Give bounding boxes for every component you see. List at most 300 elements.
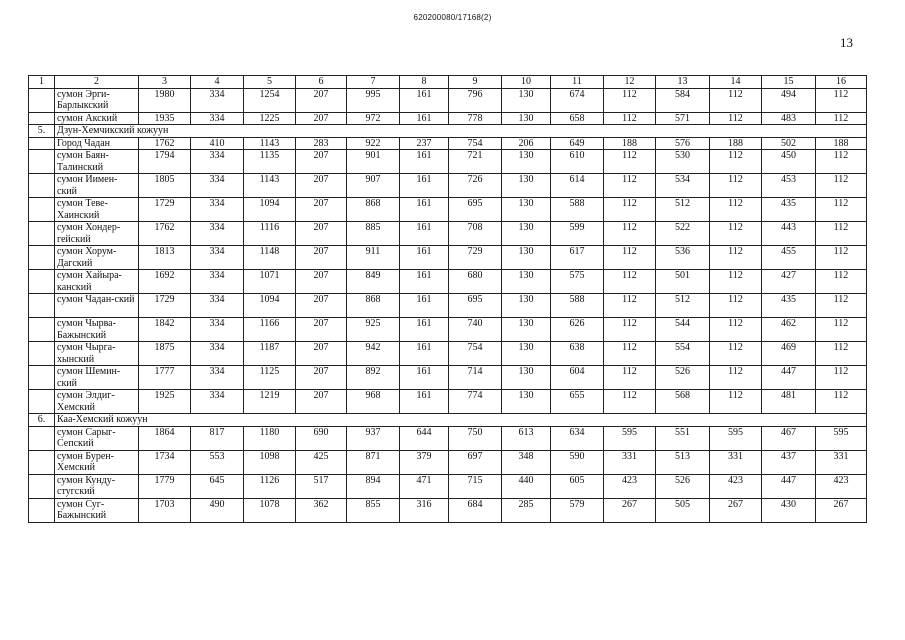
- column-number-cell: 7: [347, 76, 400, 89]
- value-cell: 505: [656, 498, 710, 522]
- row-index-cell: [29, 426, 55, 450]
- value-cell: 911: [347, 246, 400, 270]
- value-cell: 334: [191, 366, 244, 390]
- value-cell: 490: [191, 498, 244, 522]
- settlement-name-cell: сумон Хондер-гейский: [55, 222, 139, 246]
- value-cell: 112: [816, 318, 867, 342]
- value-cell: 425: [296, 450, 347, 474]
- value-cell: 1692: [139, 270, 191, 294]
- value-cell: 907: [347, 174, 400, 198]
- value-cell: 599: [551, 222, 604, 246]
- value-cell: 334: [191, 270, 244, 294]
- value-cell: 453: [762, 174, 816, 198]
- value-cell: 427: [762, 270, 816, 294]
- value-cell: 112: [710, 270, 762, 294]
- value-cell: 1078: [244, 498, 296, 522]
- value-cell: 423: [816, 474, 867, 498]
- value-cell: 588: [551, 198, 604, 222]
- settlement-name-cell: сумон Баян-Талинский: [55, 150, 139, 174]
- value-cell: 161: [400, 390, 449, 414]
- value-cell: 188: [604, 137, 656, 150]
- value-cell: 112: [604, 294, 656, 318]
- value-cell: 112: [710, 222, 762, 246]
- value-cell: 112: [604, 270, 656, 294]
- value-cell: 447: [762, 366, 816, 390]
- value-cell: 1071: [244, 270, 296, 294]
- value-cell: 410: [191, 137, 244, 150]
- settlement-name-cell: сумон Чырва-Бажынский: [55, 318, 139, 342]
- column-number-cell: 12: [604, 76, 656, 89]
- row-index-cell: [29, 150, 55, 174]
- row-index-cell: [29, 88, 55, 112]
- value-cell: 334: [191, 246, 244, 270]
- value-cell: 467: [762, 426, 816, 450]
- value-cell: 754: [449, 342, 502, 366]
- column-number-cell: 15: [762, 76, 816, 89]
- value-cell: 1762: [139, 137, 191, 150]
- settlement-name-cell: сумон Чырга-хынский: [55, 342, 139, 366]
- table-row: [29, 112, 867, 125]
- value-cell: 334: [191, 88, 244, 112]
- value-cell: 894: [347, 474, 400, 498]
- table-row: [29, 366, 867, 390]
- value-cell: 536: [656, 246, 710, 270]
- value-cell: 595: [710, 426, 762, 450]
- value-cell: 112: [816, 270, 867, 294]
- value-cell: 112: [604, 198, 656, 222]
- value-cell: 207: [296, 390, 347, 414]
- value-cell: 1935: [139, 112, 191, 125]
- value-cell: 161: [400, 342, 449, 366]
- value-cell: 440: [502, 474, 551, 498]
- value-cell: 1116: [244, 222, 296, 246]
- value-cell: 885: [347, 222, 400, 246]
- value-cell: 942: [347, 342, 400, 366]
- value-cell: 334: [191, 112, 244, 125]
- value-cell: 112: [710, 88, 762, 112]
- value-cell: 1734: [139, 450, 191, 474]
- value-cell: 584: [656, 88, 710, 112]
- value-cell: 868: [347, 198, 400, 222]
- value-cell: 161: [400, 246, 449, 270]
- page-number: 13: [840, 35, 853, 50]
- table-row: [29, 474, 867, 498]
- column-number-cell: 11: [551, 76, 604, 89]
- value-cell: 112: [604, 318, 656, 342]
- section-title-cell: Каа-Хемский кожуун: [55, 414, 867, 427]
- column-number-cell: 8: [400, 76, 449, 89]
- value-cell: 379: [400, 450, 449, 474]
- value-cell: 513: [656, 450, 710, 474]
- row-index-cell: [29, 246, 55, 270]
- column-number-cell: 2: [55, 76, 139, 89]
- value-cell: 729: [449, 246, 502, 270]
- value-cell: 626: [551, 318, 604, 342]
- value-cell: 554: [656, 342, 710, 366]
- value-cell: 112: [816, 390, 867, 414]
- value-cell: 207: [296, 366, 347, 390]
- value-cell: 1143: [244, 137, 296, 150]
- value-cell: 1143: [244, 174, 296, 198]
- value-cell: 1805: [139, 174, 191, 198]
- value-cell: 740: [449, 318, 502, 342]
- value-cell: 112: [710, 174, 762, 198]
- value-cell: 112: [816, 366, 867, 390]
- value-cell: 161: [400, 112, 449, 125]
- value-cell: 112: [816, 246, 867, 270]
- value-cell: 130: [502, 174, 551, 198]
- value-cell: 649: [551, 137, 604, 150]
- value-cell: 754: [449, 137, 502, 150]
- value-cell: 571: [656, 112, 710, 125]
- value-cell: 130: [502, 366, 551, 390]
- value-cell: 112: [604, 174, 656, 198]
- value-cell: 130: [502, 112, 551, 125]
- value-cell: 130: [502, 222, 551, 246]
- value-cell: 334: [191, 222, 244, 246]
- value-cell: 684: [449, 498, 502, 522]
- value-cell: 714: [449, 366, 502, 390]
- value-cell: 502: [762, 137, 816, 150]
- settlement-name-cell: сумон Акский: [55, 112, 139, 125]
- document-id: 620200080/17168(2): [413, 13, 492, 22]
- value-cell: 112: [710, 112, 762, 125]
- value-cell: 161: [400, 150, 449, 174]
- value-cell: 334: [191, 150, 244, 174]
- value-cell: 130: [502, 150, 551, 174]
- value-cell: 1794: [139, 150, 191, 174]
- value-cell: 283: [296, 137, 347, 150]
- settlement-name-cell: сумон Бурен-Хемский: [55, 450, 139, 474]
- row-index-cell: [29, 112, 55, 125]
- row-index-cell: [29, 342, 55, 366]
- value-cell: 112: [604, 112, 656, 125]
- value-cell: 925: [347, 318, 400, 342]
- value-cell: 512: [656, 198, 710, 222]
- value-cell: 112: [604, 342, 656, 366]
- value-cell: 868: [347, 294, 400, 318]
- settlement-name-cell: сумон Хорум-Дагский: [55, 246, 139, 270]
- column-number-cell: 3: [139, 76, 191, 89]
- value-cell: 435: [762, 198, 816, 222]
- section-row: [29, 125, 867, 138]
- value-cell: 112: [710, 198, 762, 222]
- value-cell: 1225: [244, 112, 296, 125]
- value-cell: 695: [449, 198, 502, 222]
- value-cell: 1813: [139, 246, 191, 270]
- row-index-cell: [29, 366, 55, 390]
- value-cell: 590: [551, 450, 604, 474]
- value-cell: 267: [604, 498, 656, 522]
- column-number-cell: 16: [816, 76, 867, 89]
- value-cell: 334: [191, 198, 244, 222]
- value-cell: 112: [710, 342, 762, 366]
- value-cell: 112: [710, 366, 762, 390]
- value-cell: 1180: [244, 426, 296, 450]
- column-number-cell: 1: [29, 76, 55, 89]
- value-cell: 447: [762, 474, 816, 498]
- value-cell: 207: [296, 88, 347, 112]
- value-cell: 1187: [244, 342, 296, 366]
- value-cell: 331: [604, 450, 656, 474]
- value-cell: 614: [551, 174, 604, 198]
- value-cell: 1779: [139, 474, 191, 498]
- value-cell: 512: [656, 294, 710, 318]
- value-cell: 604: [551, 366, 604, 390]
- column-number-row: [29, 76, 867, 89]
- settlement-name-cell: сумон Кунду-стугский: [55, 474, 139, 498]
- table-body: [29, 76, 867, 523]
- value-cell: 161: [400, 88, 449, 112]
- value-cell: 112: [816, 150, 867, 174]
- value-cell: 316: [400, 498, 449, 522]
- table-row: [29, 137, 867, 150]
- value-cell: 455: [762, 246, 816, 270]
- value-cell: 595: [816, 426, 867, 450]
- settlement-name-cell: Город Чадан: [55, 137, 139, 150]
- value-cell: 617: [551, 246, 604, 270]
- section-title-cell: Дзун-Хемчикский кожуун: [55, 125, 867, 138]
- value-cell: 112: [604, 366, 656, 390]
- value-cell: 112: [816, 222, 867, 246]
- row-index-cell: [29, 198, 55, 222]
- value-cell: 112: [816, 88, 867, 112]
- value-cell: 471: [400, 474, 449, 498]
- value-cell: 544: [656, 318, 710, 342]
- value-cell: 579: [551, 498, 604, 522]
- value-cell: 435: [762, 294, 816, 318]
- value-cell: 130: [502, 270, 551, 294]
- value-cell: 112: [604, 390, 656, 414]
- value-cell: 1126: [244, 474, 296, 498]
- value-cell: 575: [551, 270, 604, 294]
- table-row: [29, 294, 867, 318]
- value-cell: 450: [762, 150, 816, 174]
- column-number-cell: 6: [296, 76, 347, 89]
- value-cell: 1135: [244, 150, 296, 174]
- value-cell: 553: [191, 450, 244, 474]
- value-cell: 469: [762, 342, 816, 366]
- value-cell: 576: [656, 137, 710, 150]
- value-cell: 285: [502, 498, 551, 522]
- row-index-cell: [29, 174, 55, 198]
- table-row: [29, 270, 867, 294]
- row-index-cell: [29, 474, 55, 498]
- section-number-cell: 5.: [29, 125, 55, 138]
- value-cell: 871: [347, 450, 400, 474]
- value-cell: 901: [347, 150, 400, 174]
- value-cell: 995: [347, 88, 400, 112]
- value-cell: 112: [604, 150, 656, 174]
- value-cell: 130: [502, 390, 551, 414]
- value-cell: 112: [816, 198, 867, 222]
- table-row: [29, 498, 867, 522]
- value-cell: 517: [296, 474, 347, 498]
- column-number-cell: 4: [191, 76, 244, 89]
- value-cell: 610: [551, 150, 604, 174]
- table-row: [29, 318, 867, 342]
- row-index-cell: [29, 294, 55, 318]
- column-number-cell: 9: [449, 76, 502, 89]
- settlement-name-cell: сумон Шемин-ский: [55, 366, 139, 390]
- value-cell: 161: [400, 222, 449, 246]
- table-row: [29, 88, 867, 112]
- value-cell: 1125: [244, 366, 296, 390]
- value-cell: 130: [502, 318, 551, 342]
- value-cell: 855: [347, 498, 400, 522]
- value-cell: 267: [710, 498, 762, 522]
- value-cell: 708: [449, 222, 502, 246]
- settlement-name-cell: сумон Иимен-ский: [55, 174, 139, 198]
- value-cell: 658: [551, 112, 604, 125]
- value-cell: 726: [449, 174, 502, 198]
- column-number-cell: 14: [710, 76, 762, 89]
- settlement-name-cell: сумон Чадан-ский: [55, 294, 139, 318]
- column-number-cell: 13: [656, 76, 710, 89]
- value-cell: 588: [551, 294, 604, 318]
- row-index-cell: [29, 498, 55, 522]
- table-row: [29, 342, 867, 366]
- value-cell: 334: [191, 174, 244, 198]
- value-cell: 1842: [139, 318, 191, 342]
- value-cell: 721: [449, 150, 502, 174]
- value-cell: 645: [191, 474, 244, 498]
- value-cell: 1864: [139, 426, 191, 450]
- value-cell: 237: [400, 137, 449, 150]
- value-cell: 334: [191, 318, 244, 342]
- value-cell: 423: [604, 474, 656, 498]
- value-cell: 1875: [139, 342, 191, 366]
- value-cell: 690: [296, 426, 347, 450]
- value-cell: 267: [816, 498, 867, 522]
- value-cell: 1166: [244, 318, 296, 342]
- value-cell: 613: [502, 426, 551, 450]
- row-index-cell: [29, 270, 55, 294]
- value-cell: 112: [710, 390, 762, 414]
- value-cell: 892: [347, 366, 400, 390]
- row-index-cell: [29, 390, 55, 414]
- value-cell: 1094: [244, 294, 296, 318]
- value-cell: 443: [762, 222, 816, 246]
- value-cell: 605: [551, 474, 604, 498]
- value-cell: 188: [816, 137, 867, 150]
- value-cell: 634: [551, 426, 604, 450]
- value-cell: 334: [191, 342, 244, 366]
- value-cell: 130: [502, 88, 551, 112]
- table-row: [29, 198, 867, 222]
- value-cell: 437: [762, 450, 816, 474]
- value-cell: 1703: [139, 498, 191, 522]
- table-row: [29, 222, 867, 246]
- value-cell: 112: [710, 294, 762, 318]
- value-cell: 130: [502, 246, 551, 270]
- table-row: [29, 174, 867, 198]
- table-row: [29, 450, 867, 474]
- value-cell: 207: [296, 246, 347, 270]
- value-cell: 112: [816, 294, 867, 318]
- value-cell: 595: [604, 426, 656, 450]
- table-row: [29, 390, 867, 414]
- value-cell: 112: [710, 246, 762, 270]
- value-cell: 972: [347, 112, 400, 125]
- table-row: [29, 246, 867, 270]
- value-cell: 207: [296, 294, 347, 318]
- settlement-name-cell: сумон Сарыг-Сепский: [55, 426, 139, 450]
- value-cell: 551: [656, 426, 710, 450]
- value-cell: 1219: [244, 390, 296, 414]
- value-cell: 1254: [244, 88, 296, 112]
- value-cell: 207: [296, 198, 347, 222]
- row-index-cell: [29, 450, 55, 474]
- value-cell: 161: [400, 294, 449, 318]
- value-cell: 655: [551, 390, 604, 414]
- value-cell: 1729: [139, 294, 191, 318]
- value-cell: 1925: [139, 390, 191, 414]
- value-cell: 334: [191, 294, 244, 318]
- value-cell: 817: [191, 426, 244, 450]
- value-cell: 796: [449, 88, 502, 112]
- value-cell: 1098: [244, 450, 296, 474]
- value-cell: 1980: [139, 88, 191, 112]
- value-cell: 207: [296, 342, 347, 366]
- settlement-name-cell: сумон Хайыра-канский: [55, 270, 139, 294]
- value-cell: 112: [816, 342, 867, 366]
- table-row: [29, 426, 867, 450]
- value-cell: 362: [296, 498, 347, 522]
- value-cell: 207: [296, 150, 347, 174]
- value-cell: 161: [400, 198, 449, 222]
- value-cell: 112: [816, 112, 867, 125]
- value-cell: 207: [296, 112, 347, 125]
- value-cell: 206: [502, 137, 551, 150]
- row-index-cell: [29, 318, 55, 342]
- settlement-name-cell: сумон Суг-Бажынский: [55, 498, 139, 522]
- value-cell: 112: [604, 88, 656, 112]
- value-cell: 207: [296, 174, 347, 198]
- value-cell: 207: [296, 270, 347, 294]
- value-cell: 130: [502, 342, 551, 366]
- value-cell: 1729: [139, 198, 191, 222]
- value-cell: 331: [816, 450, 867, 474]
- settlement-name-cell: сумон Элдиг-Хемский: [55, 390, 139, 414]
- value-cell: 849: [347, 270, 400, 294]
- value-cell: 161: [400, 270, 449, 294]
- row-index-cell: [29, 137, 55, 150]
- value-cell: 130: [502, 198, 551, 222]
- value-cell: 207: [296, 222, 347, 246]
- value-cell: 526: [656, 366, 710, 390]
- value-cell: 334: [191, 390, 244, 414]
- value-cell: 112: [604, 222, 656, 246]
- value-cell: 112: [816, 174, 867, 198]
- value-cell: 922: [347, 137, 400, 150]
- settlement-name-cell: сумон Эрги-Барлыкский: [55, 88, 139, 112]
- value-cell: 568: [656, 390, 710, 414]
- value-cell: 112: [604, 246, 656, 270]
- value-cell: 483: [762, 112, 816, 125]
- value-cell: 1148: [244, 246, 296, 270]
- value-cell: 494: [762, 88, 816, 112]
- value-cell: 937: [347, 426, 400, 450]
- value-cell: 161: [400, 366, 449, 390]
- value-cell: 644: [400, 426, 449, 450]
- value-cell: 695: [449, 294, 502, 318]
- value-cell: 130: [502, 294, 551, 318]
- value-cell: 1094: [244, 198, 296, 222]
- value-cell: 161: [400, 174, 449, 198]
- row-index-cell: [29, 222, 55, 246]
- value-cell: 526: [656, 474, 710, 498]
